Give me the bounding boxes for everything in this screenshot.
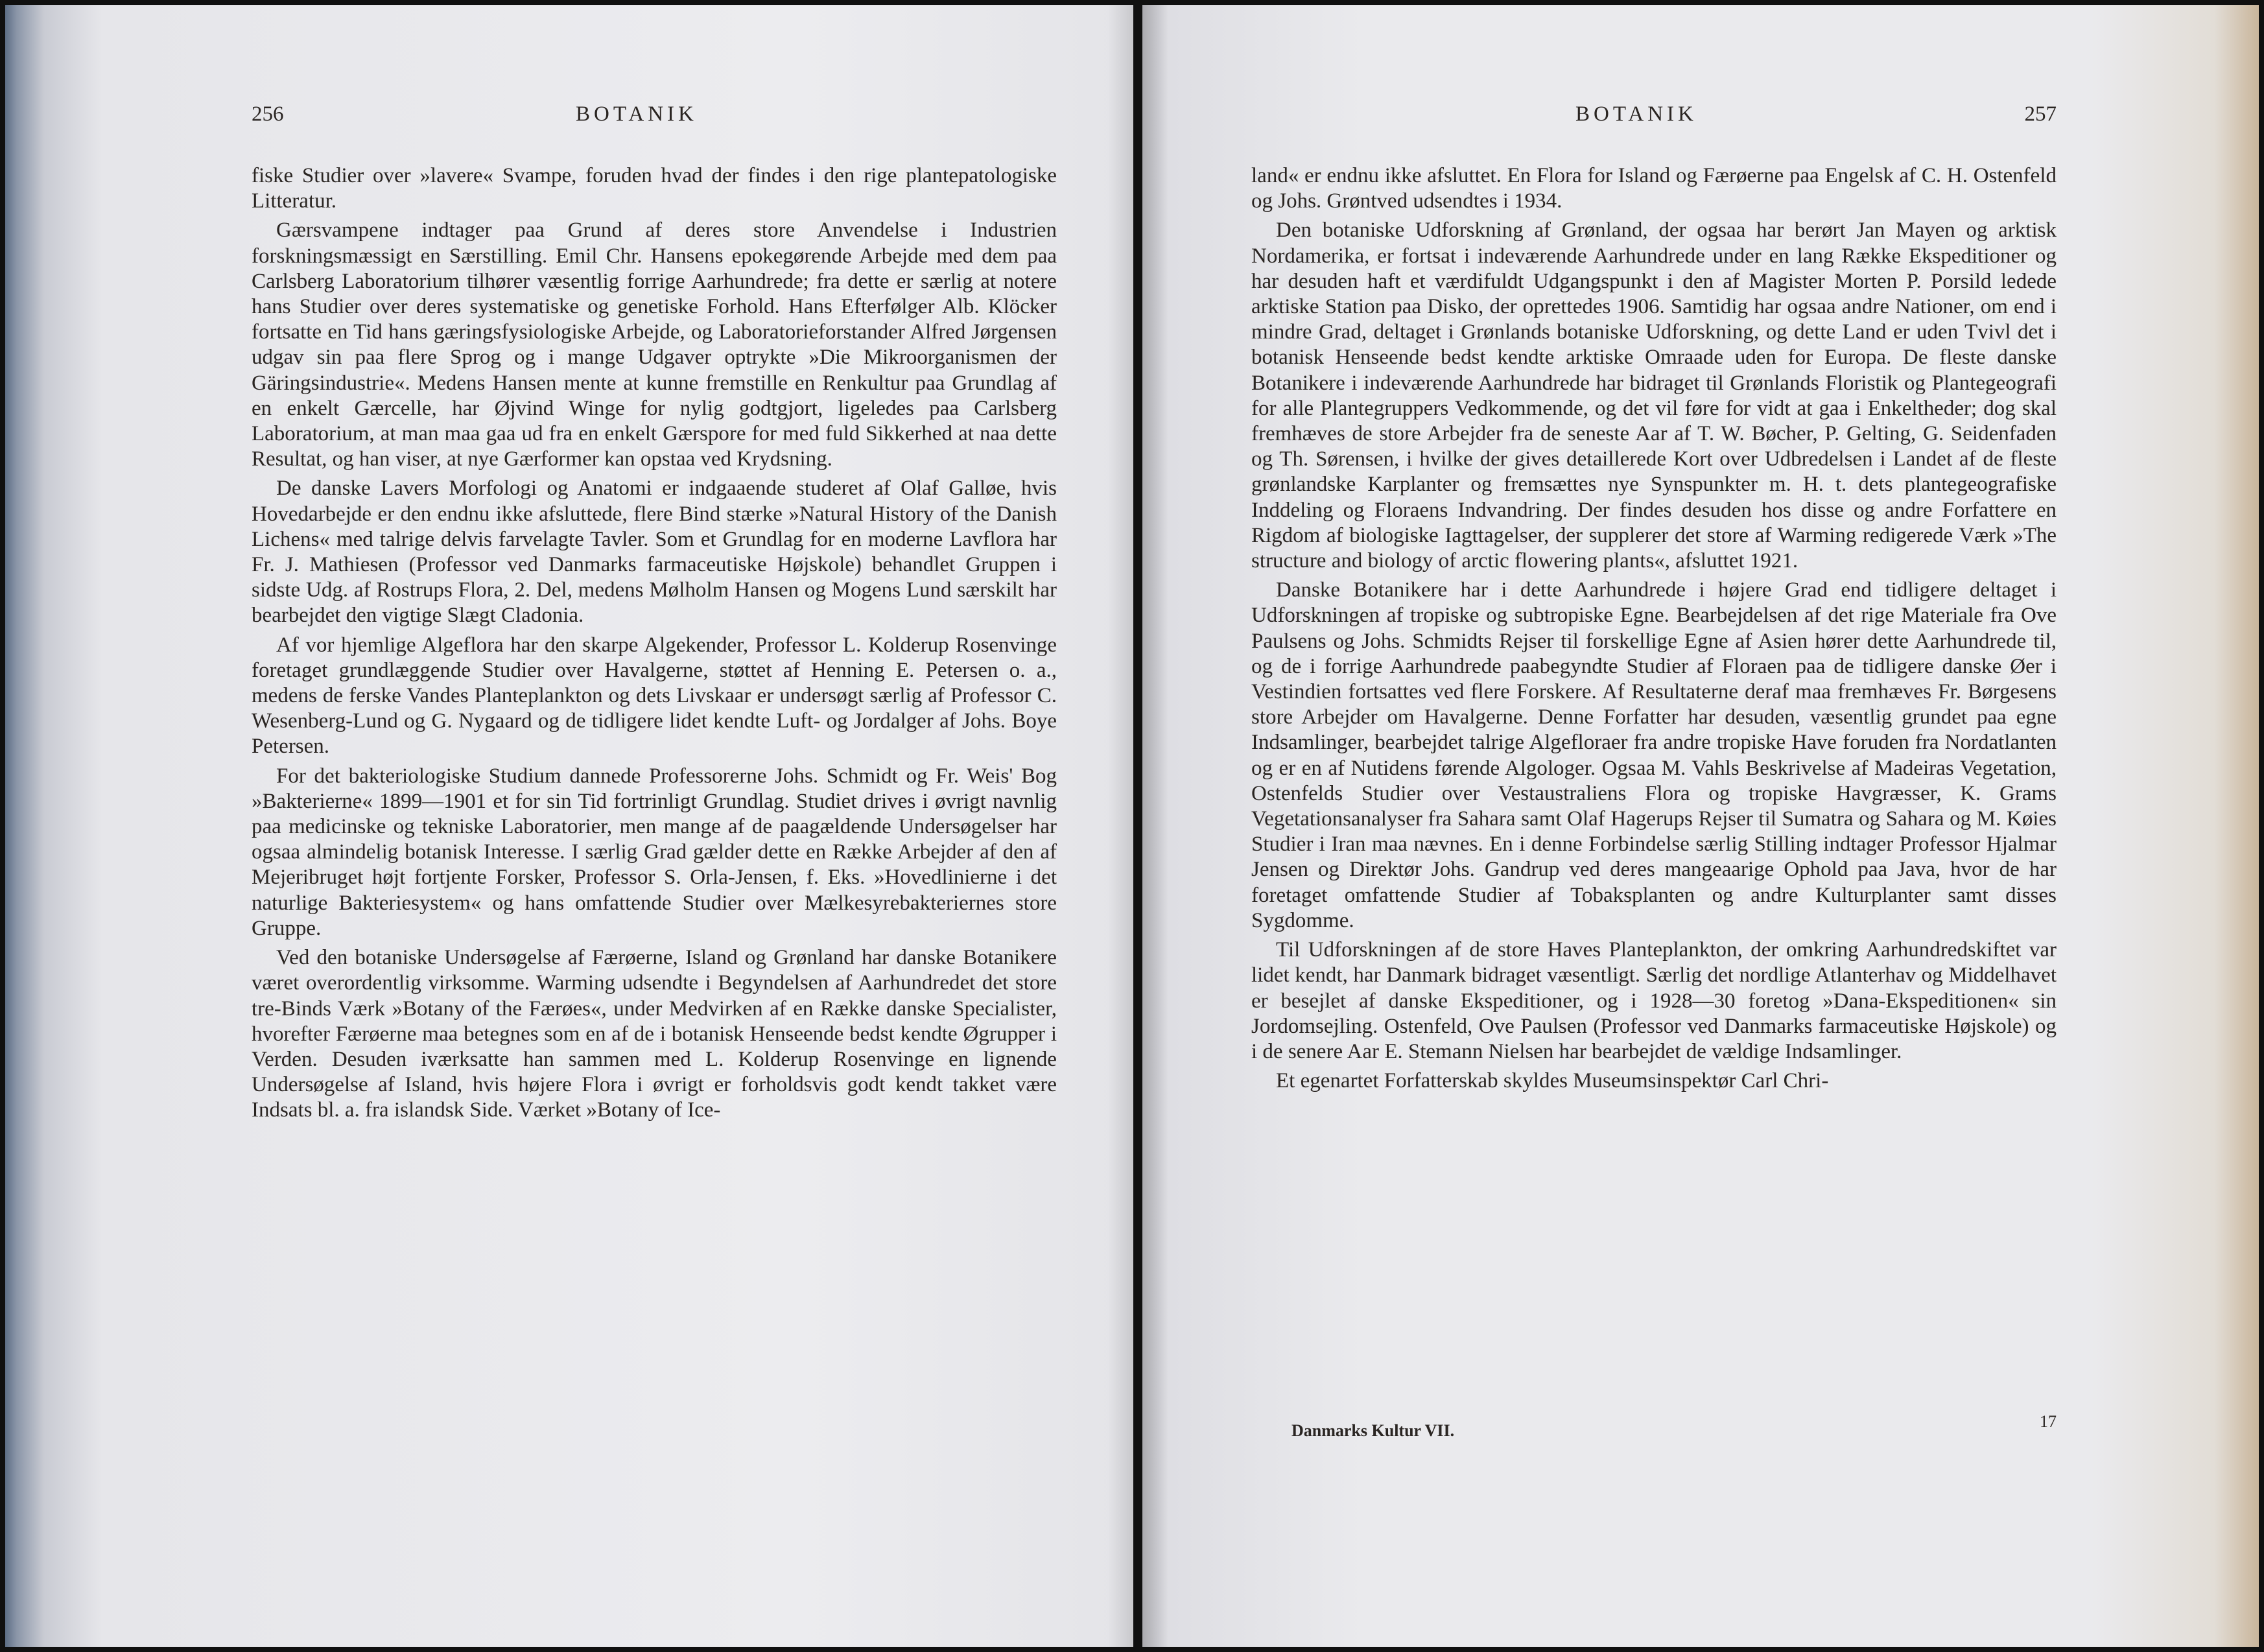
right-header [1251,102,2057,141]
right-body-text [1251,163,2057,1098]
right-paragraph-4: Til Udforskningen af de store Haves Planteplankton, der omkring Aarhundredskiftet var lidet kendt, har Danmark bidraget væsentligt. Særlig det nordlige Atlanterhav og Middelhavet er besejlet af danske Ekspeditioner, og i 1928—30 foretog »Dana-Ekspeditionen« sin Jordomsejling. Ostenfeld, Ove Paulsen (Professor ved Danmarks farmaceutiske Højskole) og i de senere Aar E. Stemann Nielsen har bearbejdet de vældige Indsamlinger. [1251,938,2057,1063]
right-paragraph-2: Den botaniske Udforskning af Grønland, der ogsaa har berørt Jan Mayen og arktisk Nordamerika, er fortsat i indeværende Aarhundrede under en lang Række Ekspeditioner og har desuden haft et værdifuldt Udgangspunkt i den af Magister Morten P. Porsild ledede arktiske Station paa Disko, der oprettedes 1906. Samtidig har ogsaa andre Nationer, om end i mindre Grad, deltaget i Grønlands botaniske Udforskning, og dette Land er uden Tvivl det i botanisk Henseende bedst kendte arktiske Omraade uden for Europa. De fleste danske Botanikere i indeværende Aarhundrede har bidraget til Grønlands Floristik og Plantegeografi for alle Plantegruppers Vedkommende, og det vil føre for vidt at gaa i Enkeltheder; dog skal fremhæves de store Arbejder fra de seneste Aar af T. W. Bøcher, P. Gelting, G. Seidenfaden og Th. Sørensen, i hvilke der gives detaillerede Kort over Udbredelsen i Landet af de fleste grønlandske Karplanter og fremsættes nye Synspunkter m. H. t. dets plantegeografiske Inddeling og Floraens Indvandring. Der findes desuden hos disse og andre Forfattere en Rigdom af biologiske Iagttagelser, der supplerer det store af Warming redigerede Værk »The structure and biology of arctic flowering plants«, afsluttet 1921. [1251,218,2057,573]
left-paragraph-6: Ved den botaniske Undersøgelse af Færøerne, Island og Grønland har danske Botanikere været overordentlig virksomme. Warming udsendte i Begyndelsen af Aarhundredet det store tre-Binds Værk »Botany of the Færøes«, under Medvirken af en Række danske Specialister, hvorefter Færøerne maa betegnes som en af de i botanisk Henseende bedst kendte Øgrupper i Verden. Desuden iværksatte han sammen med L. Kolderup Rosenvinge en lignende Undersøgelse af Island, hvis højere Flora i øvrigt er forholdsvis godt kendt takket være Indsats bl. a. fra islandsk Side. Værket »Botany of Ice- [252,946,1057,1122]
left-paragraph-5: For det bakteriologiske Studium dannede Professorerne Johs. Schmidt og Fr. Weis' Bog »Bakterierne« 1899—1901 et for sin Tid fortrinligt Grundlag. Studiet drives i øvrigt navnlig paa medicinske og tekniske Laboratorier, men mange af de paagældende Undersøgelser har ogsaa almindelig botanisk Interesse. I særlig Grad gælder dette en Række Arbejder af den af Mejeribruget højt fortjente Forsker, Professor S. Orla-Jensen, f. Eks. »Hovedlinierne i det naturlige Bakteriesystem« og hans omfattende Studier over Mælkesyrebakteriernes store Gruppe. [252,764,1057,940]
right-running-head: BOTANIK [1575,102,1697,126]
left-paragraph-4: Af vor hjemlige Algeflora har den skarpe Algekender, Professor L. Kolderup Rosenvinge foretaget grundlæggende Studier over Havalgerne, støttet af Henning E. Petersen o. a., medens de ferske Vandes Planteplankton og dets Livskaar er undersøgt særlig af Professor C. Wesenberg-Lund og G. Nygaard og de tidligere lidet kendte Luft- og Jordalger af Johs. Boye Petersen. [252,633,1057,759]
left-paragraph-1: fiske Studier over »lavere« Svampe, foruden hvad der findes i den rige plantepatologiske Litteratur. [252,164,1057,213]
right-gutter-shadow [1142,5,1168,1647]
left-paragraph-2: Gærsvampene indtager paa Grund af deres store Anvendelse i Industrien forskningsmæssigt en Særstilling. Emil Chr. Hansens epokegørende Arbejde med dem paa Carlsberg Laboratorium tilhører væsentlig forrige Aarhundrede; fra dette er særlig at notere hans Studier over deres systematiske og genetiske Forhold. Hans Efterfølger Alb. Klöcker fortsatte en Tid hans gæringsfysiologiske Arbejde, og Laboratorieforstander Alfred Jørgensen udgav sin paa flere Sprog og i mange Udgaver optrykte »Die Mikroorganismen der Gäringsindustrie«. Medens Hansen mente at kunne fremstille en Renkultur paa Grundlag af en enkelt Gærcelle, har Øjvind Winge for nylig godtgjort, ligeledes paa Carlsberg Laboratorium, at man maa gaa ud fra en enkelt Gærspore for med fuld Sikkerhed at naa dette Resultat, og han viser, at nye Gærformer kan opstaa ved Krydsning. [252,218,1057,471]
footer-signature: Danmarks Kultur VII. [1291,1421,1455,1440]
left-page [5,5,1133,1647]
left-paragraph-3: De danske Lavers Morfologi og Anatomi er indgaaende studeret af Olaf Galløe, hvis Hovedarbejde er den endnu ikke afsluttede, flere Bind stærke »Natural History of the Danish Lichens« med talrige delvis farvelagte Tavler. Som et Grundlag for en moderne Lavflora har Fr. J. Mathiesen (Professor ved Danmarks farmaceutiske Højskole) behandlet Gruppen i sidste Udg. af Rostrups Flora, 2. Del, medens Mølholm Hansen og Mogens Lund særskilt har bearbejdet den vigtige Slægt Cladonia. [252,477,1057,628]
left-header [252,102,1057,141]
right-page-number: 257 [2024,102,2057,126]
right-paragraph-1: land« er endnu ikke afsluttet. En Flora for Island og Færøerne paa Engelsk af C. H. Ostenfeld og Johs. Grøntved udsendtes i 1934. [1251,164,2057,213]
right-paragraph-3: Danske Botanikere har i dette Aarhundrede i højere Grad end tidligere deltaget i Udforskningen af tropiske og subtropiske Egne. Bearbejdelsen af det rige Materiale fra Ove Paulsens og Johs. Schmidts Rejser til forskellige Egne af Asien hører dette Aarhundrede til, og de i forrige Aarhundrede paabegyndte Studier af Floraen paa de tidligere danske Øer i Vestindien fortsattes ved flere Forskere. Af Resultaterne deraf maa fremhæves Fr. Børgesens store Arbejder om Havalgerne. Denne Forfatter har desuden, væsentlig grundet paa egne Indsamlinger, bearbejdet talrige Algefloraer fra andre tropiske Have foruden fra Nordatlanten og er en af Nutidens førende Algologer. Ogsaa M. Vahls Beskrivelse af Madeiras Vegetation, Ostenfelds Studier over Vestaustraliens Flora og tropiske Havgræsser, K. Grams Vegetationsanalyser fra Sahara samt Olaf Hagerups Rejser til Sumatra og Sahara og M. Køies Studier i Iran maa nævnes. En i denne Forbindelse særlig Stilling indtager Professor Hjalmar Jensen og Direktør Johs. Gandrup ved deres mangeaarige Ophold paa Java, hvor de har foretaget omfattende Studier af Tobaksplanten og andre Kulturplanter samt disses Sygdomme. [1251,578,2057,932]
left-page-number: 256 [252,102,284,126]
right-paragraph-5: Et egenartet Forfatterskab skyldes Museumsinspektør Carl Chri- [1276,1069,1829,1093]
left-gutter-shadow [1107,5,1133,1647]
left-running-head: BOTANIK [576,102,698,126]
left-body-text [252,163,1057,1127]
right-page [1142,5,2259,1647]
footer-sheet-number: 17 [2040,1412,2057,1431]
